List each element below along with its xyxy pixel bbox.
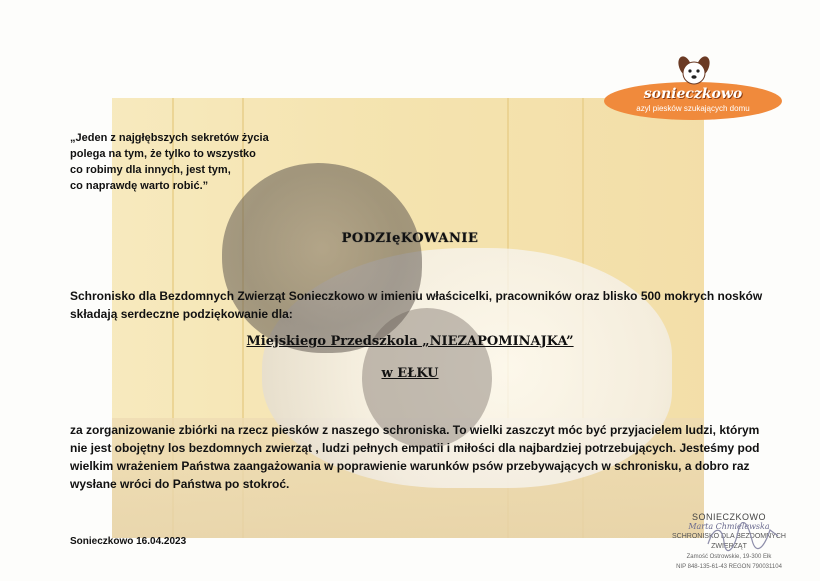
date-line: Sonieczkowo 16.04.2023 xyxy=(70,536,187,547)
page-title: PODZIęKOWANIE xyxy=(341,231,479,246)
signature-scribble xyxy=(704,522,784,552)
dog-face-icon xyxy=(676,54,712,90)
stamp-address: Zamość Ostrowskie, 19-300 Ełk xyxy=(686,554,772,560)
intro-paragraph: Schronisko dla Bezdomnych Zwierząt Sonieczkowo w imieniu właścicelki, pracowników oraz blisko 500 mokrych nosków składają serdeczne podziękowanie dla: xyxy=(70,289,763,321)
logo-name: sonieczkowo xyxy=(643,86,743,102)
stamp-ids: NIP 848-135-61-43 REGON 790031104 xyxy=(676,564,782,570)
logo-tagline: azyl piesków szukających domu xyxy=(636,104,750,113)
sonieczkowo-logo xyxy=(604,58,784,116)
body-paragraph: za zorganizowanie zbiórki na rzecz piesków z naszego schroniska. To wielki zaszczyt móc być przyjacielem ludzi, którym nie jest obojętny los bezdomnych zwierząt , ludzi pełnych empatii i miłości dla najbardziej potrzebujących. Jesteśmy pod wielkim wrażeniem Państwa zaangażowania w poprawienie warunków psów przebywających w schronisku, a dobro raz wysłane wróci do Państwa po stokroć. xyxy=(70,423,760,491)
stamp-person: Marta Chmielewska xyxy=(688,522,770,531)
recipient-name: Miejskiego Przedszkola „NIEZAPOMINAJKA” xyxy=(246,334,574,349)
recipient-city: w EŁKU xyxy=(381,366,439,381)
stamp-org: SCHRONISKO DLA BEZDOMNYCH ZWIERZĄT xyxy=(672,533,786,550)
quote: „Jeden z najgłębszych sekretów życia polega na tym, że tylko to wszystko co robimy dla innych, jest tym, co naprawdę warto robić.” xyxy=(70,132,269,192)
stamp-name: SONIECZKOWO xyxy=(691,512,766,522)
